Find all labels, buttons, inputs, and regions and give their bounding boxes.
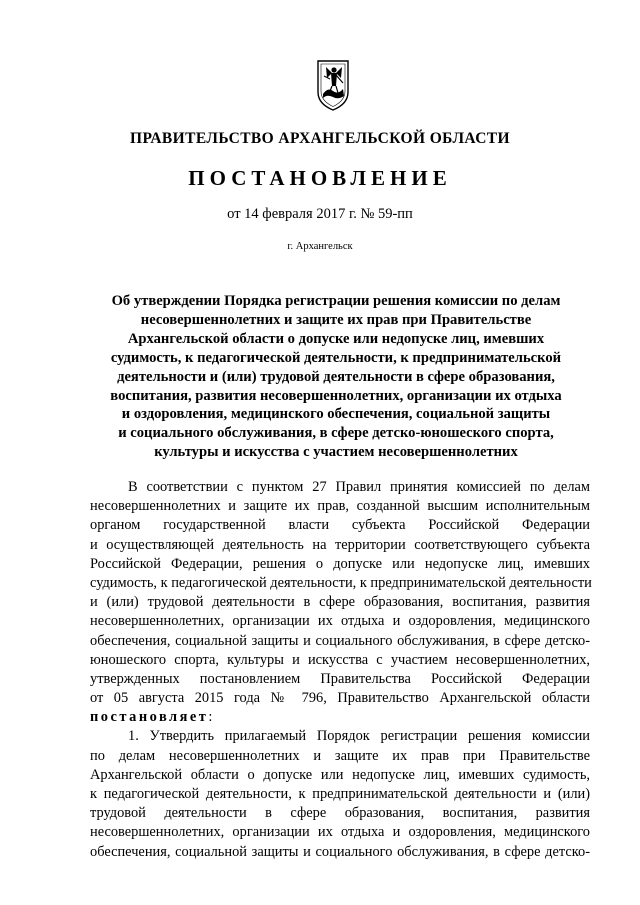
body-line: и осуществляющей деятельность на территории соответствующего субъекта <box>90 536 590 553</box>
document-type: ПОСТАНОВЛЕНИЕ <box>188 166 452 190</box>
subject-line: деятельности и (или) трудовой деятельности в сфере образования, <box>117 368 555 385</box>
document-body <box>90 478 590 862</box>
body-line: органом государственной власти субъекта Российской Федерации <box>90 517 590 534</box>
decree-line <box>90 708 590 727</box>
government-title: ПРАВИТЕЛЬСТВО АРХАНГЕЛЬСКОЙ ОБЛАСТИ <box>129 130 510 147</box>
subject-line: Об утверждении Порядка регистрации решения комиссии по делам <box>111 293 561 309</box>
subject-line: и оздоровления, медицинского обеспечения, социальной защиты <box>121 406 551 423</box>
body-line: трудовой деятельности в сфере образования, воспитания, развития <box>90 805 590 822</box>
body-line: В соответствии с пунктом 27 Правил принятия комиссией по делам <box>128 479 590 495</box>
body-line: обеспечения, социальной защиты и социального обслуживания, в сфере детско- <box>90 843 590 860</box>
body-line: Архангельской области о допуске или недопуске лиц, имевших судимость, <box>90 766 590 783</box>
decree-colon: : <box>208 709 213 726</box>
body-line: от 05 августа 2015 года № 796, Правительство Архангельской области <box>90 690 590 707</box>
body-line: утвержденных постановлением Правительства Российской Федерации <box>90 670 590 687</box>
document-subject <box>96 292 576 462</box>
subject-line: Архангельской области о допуске или недопуске лиц, имевших <box>127 330 545 347</box>
body-line: к педагогической деятельности, к предпринимательской деятельности и (или) <box>90 786 590 802</box>
body-line: и (или) трудовой деятельности в сфере образования, воспитания, развития <box>90 594 590 611</box>
body-line: по делам несовершеннолетних и защите их прав при Правительстве <box>90 747 590 764</box>
subject-line: и социального обслуживания, в сфере детско-юношеского спорта, <box>118 425 554 442</box>
decree-word: постановляет <box>90 709 209 726</box>
subject-line: судимость, к педагогической деятельности, к предпринимательской <box>110 349 562 366</box>
body-line: судимость, к педагогической деятельности, к предпринимательской деятельности <box>90 574 592 591</box>
body-line: несовершеннолетних, организации их отдыха и оздоровления, медицинского <box>90 613 590 630</box>
body-line: юношеского спорта, культуры и искусства с участием несовершеннолетних, <box>90 651 590 668</box>
body-line: Российской Федерации, решения о допуске или недопуске лиц, имевших <box>90 555 590 572</box>
subject-line: культуры и искусства с участием несовершеннолетних <box>154 444 518 461</box>
body-line: несовершеннолетних, организации их отдыха и оздоровления, медицинского <box>90 824 590 841</box>
body-line: обеспечения, социальной защиты и социального обслуживания, в сфере детско- <box>90 632 590 649</box>
subject-line: несовершеннолетних и защите их прав при Правительстве <box>140 311 532 328</box>
coat-of-arms-icon <box>314 58 352 112</box>
body-line: 1. Утвердить прилагаемый Порядок регистрации решения комиссии <box>128 728 590 745</box>
city: г. Архангельск <box>287 241 353 252</box>
date-number: от 14 февраля 2017 г. № 59-пп <box>227 206 413 222</box>
body-line: несовершеннолетних и защите их прав, созданной высшим исполнительным <box>90 498 590 515</box>
subject-line: воспитания, развития несовершеннолетних, организации их отдыха <box>110 387 562 404</box>
